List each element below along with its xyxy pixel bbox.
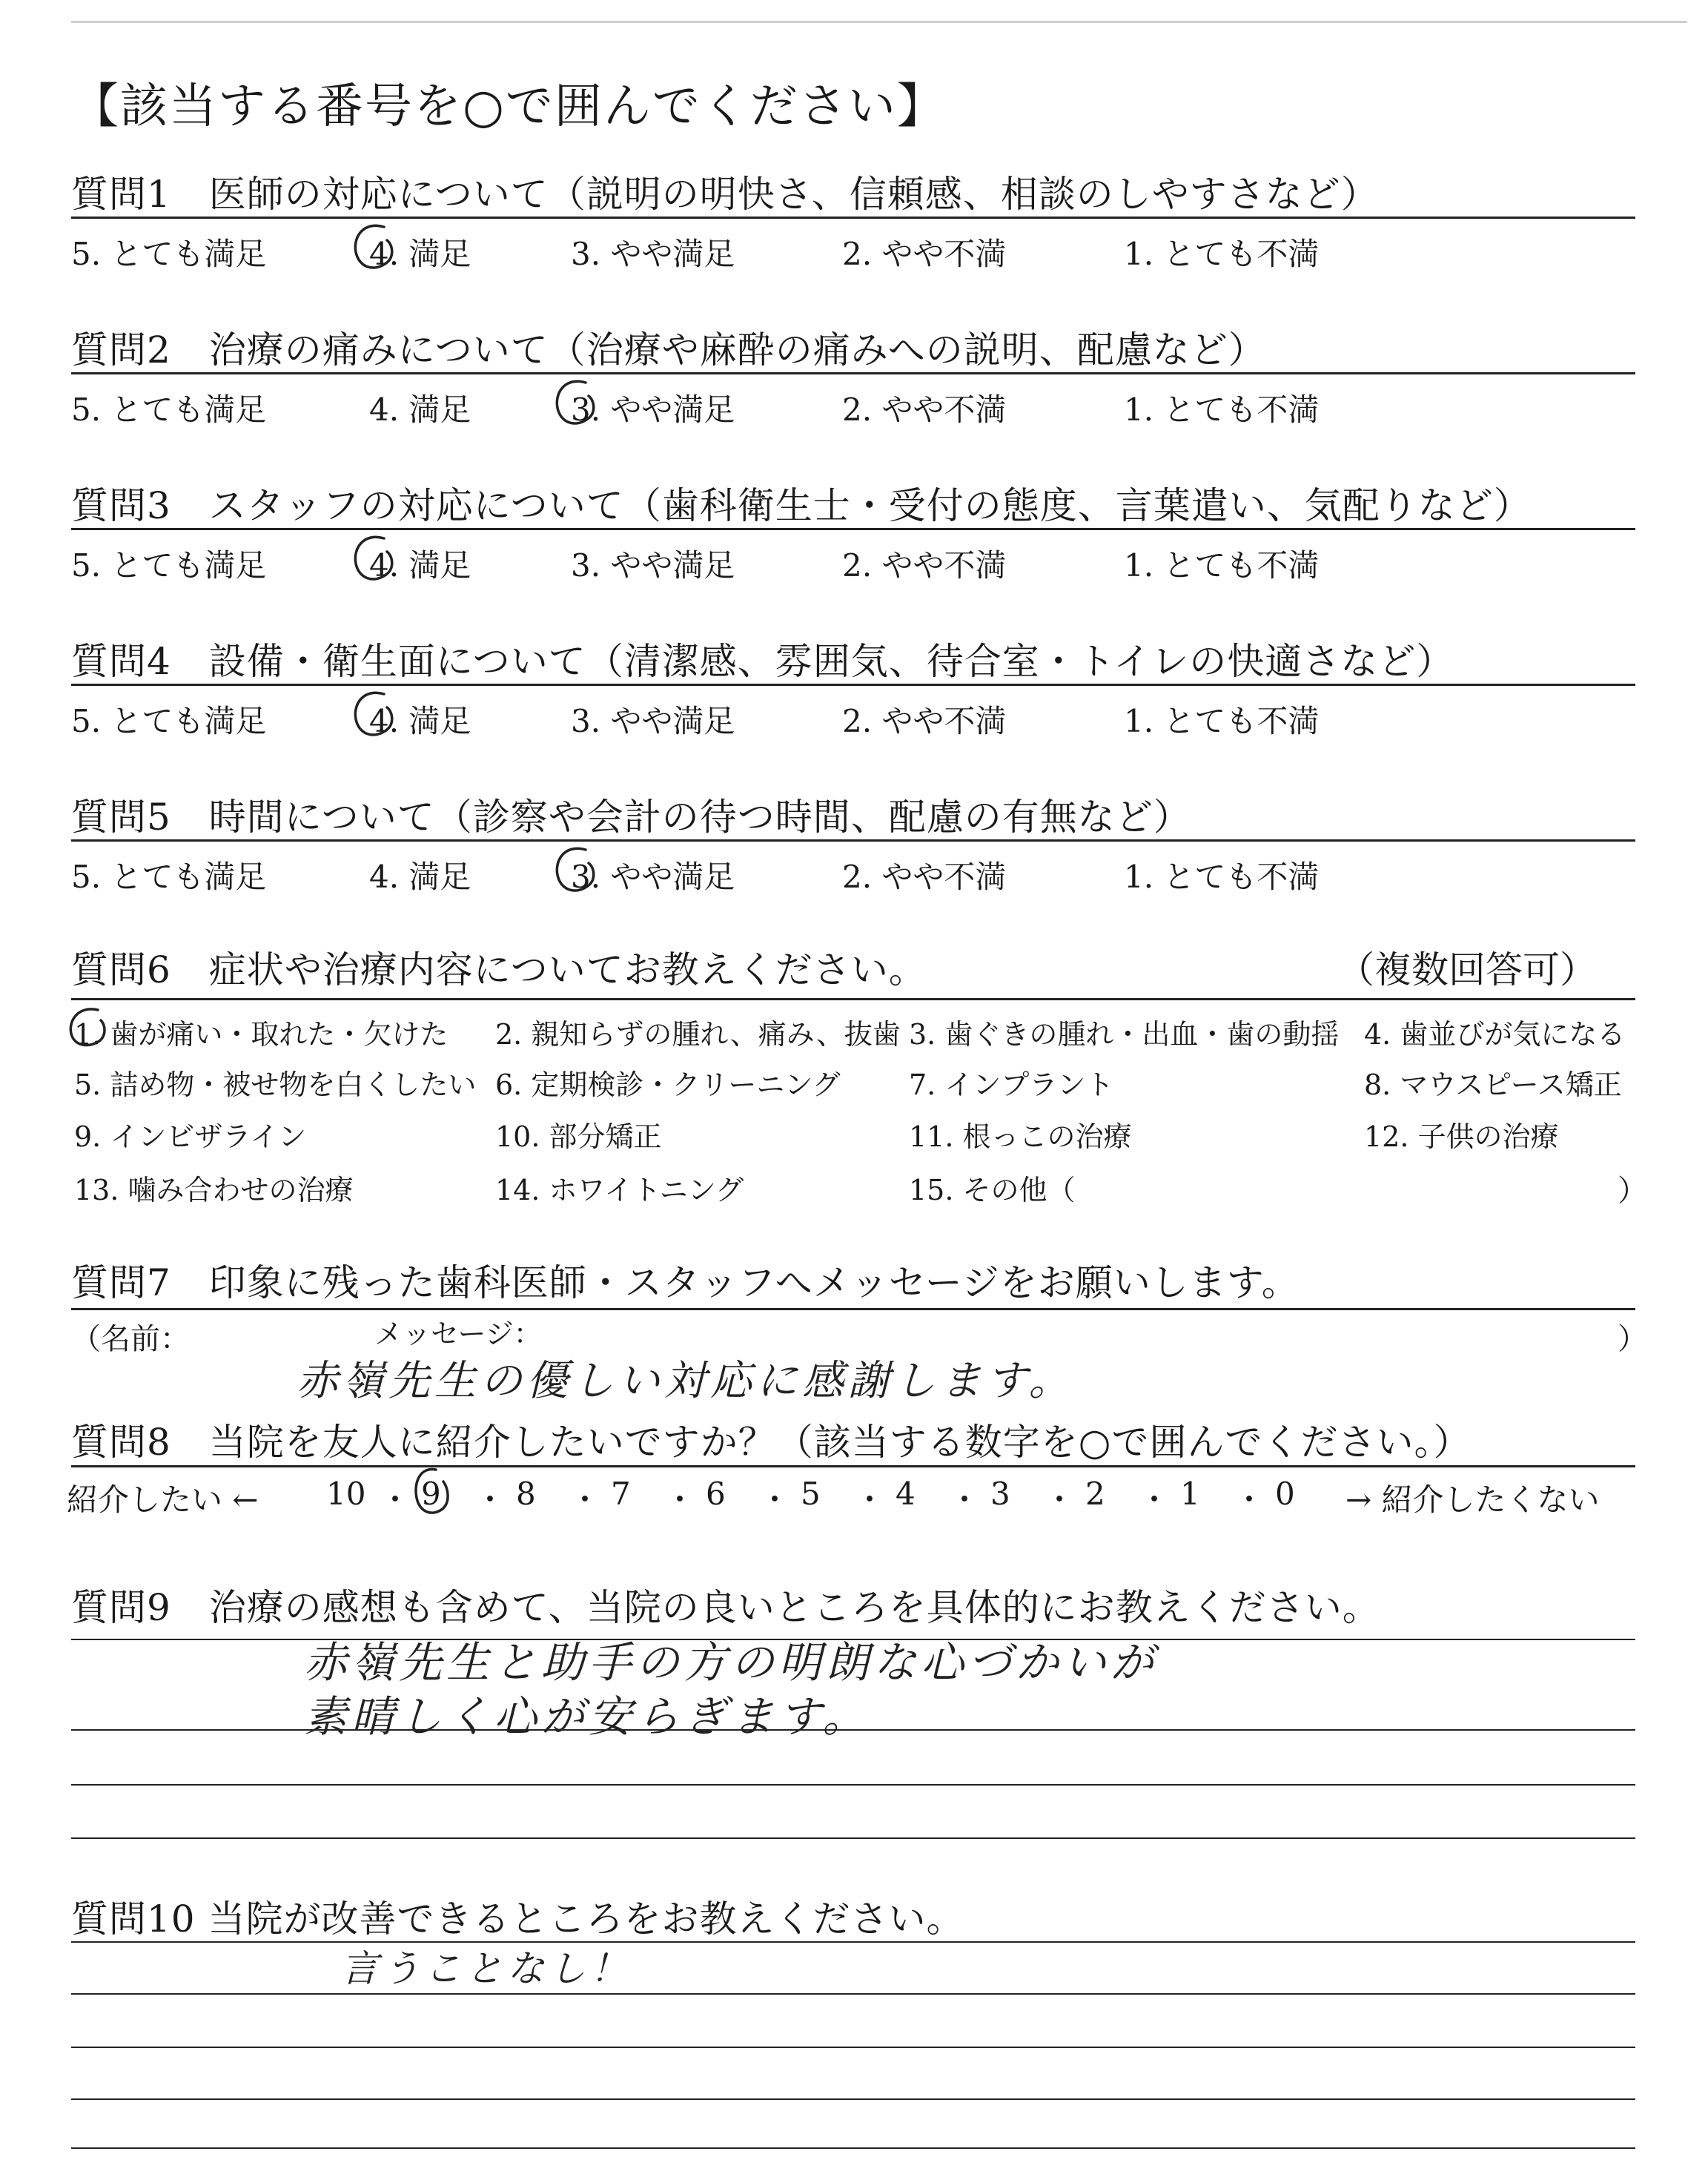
q3-option[interactable]: 5. とても満足 (71, 547, 267, 584)
q1-option[interactable]: 4. 満足 (369, 236, 471, 272)
q7-rule (71, 1308, 1635, 1310)
q5-option[interactable]: 4. 満足 (369, 859, 471, 895)
q6-other-close: ） (1618, 1174, 1647, 1208)
q6-option[interactable]: 5. 詰め物・被せ物を白くしたい (74, 1069, 477, 1101)
q5-heading: 質問5 時間について（診察や会計の待つ時間、配慮の有無など） (71, 796, 1191, 839)
form-title: 【該当する番号を○で囲んでください】 (71, 79, 946, 134)
q4-option[interactable]: 5. とても満足 (71, 703, 267, 739)
q8-scale-value[interactable]: 9 (421, 1476, 441, 1512)
q6-heading: 質問6 症状や治療内容についてお教えください。 (71, 948, 927, 991)
q8-scale-separator: ・ (759, 1482, 791, 1518)
q8-scale-value[interactable]: 8 (516, 1476, 536, 1512)
q8-scale-separator: ・ (949, 1482, 981, 1518)
q7-name-close: ） (1618, 1322, 1647, 1356)
q2-option[interactable]: 3. やや満足 (571, 392, 735, 428)
q7-name-label: （名前： (71, 1322, 190, 1356)
q8-scale-separator: ・ (1044, 1482, 1076, 1518)
q6-option[interactable]: 4. 歯並びが気になる (1364, 1018, 1626, 1051)
q6-rule (71, 998, 1635, 1000)
q9-handwritten-line-2: 素晴しく心が安らぎます。 (304, 1691, 870, 1742)
q6-option[interactable]: 12. 子供の治療 (1364, 1120, 1559, 1153)
q6-option[interactable]: 7. インプラント (909, 1069, 1114, 1101)
q6-option[interactable]: 2. 親知らずの腫れ、痛み、抜歯 (495, 1018, 901, 1051)
q2-option[interactable]: 2. やや不満 (842, 392, 1007, 428)
q8-scale-value[interactable]: 4 (896, 1476, 916, 1512)
q3-heading: 質問3 スタッフの対応について（歯科衛生士・受付の態度、言葉遣い、気配りなど） (71, 484, 1532, 527)
q8-scale-value[interactable]: 3 (990, 1476, 1010, 1512)
q8-scale-value[interactable]: 0 (1275, 1476, 1295, 1512)
q2-rule (71, 372, 1635, 374)
q5-option[interactable]: 5. とても満足 (71, 859, 267, 895)
q6-option[interactable]: 10. 部分矯正 (495, 1120, 662, 1153)
q10-line-5 (71, 2147, 1635, 2149)
q8-scale-separator: ・ (474, 1482, 506, 1518)
q1-heading: 質問1 医師の対応について（説明の明快さ、信頼感、相談のしやすさなど） (71, 173, 1379, 216)
q10-line-4 (71, 2098, 1635, 2100)
q2-heading: 質問2 治療の痛みについて（治療や麻酔の痛みへの説明、配慮など） (71, 328, 1266, 371)
q8-scale-value[interactable]: 10 (326, 1476, 366, 1512)
q10-line-3 (71, 2047, 1635, 2048)
q4-option[interactable]: 2. やや不満 (842, 703, 1007, 739)
q1-option[interactable]: 2. やや不満 (842, 236, 1007, 272)
q6-option[interactable]: 3. 歯ぐきの腫れ・出血・歯の動揺 (909, 1018, 1340, 1051)
q7-heading: 質問7 印象に残った歯科医師・スタッフへメッセージをお願いします。 (71, 1261, 1300, 1304)
q6-multi-note: （複数回答可） (1337, 948, 1597, 991)
q5-option[interactable]: 2. やや不満 (842, 859, 1007, 895)
q6-option[interactable]: 14. ホワイトニング (495, 1174, 744, 1206)
q10-heading: 質問10 当院が改善できるところをお教えください。 (71, 1898, 964, 1941)
q6-option[interactable]: 15. その他（ (909, 1174, 1076, 1206)
q8-scale-separator: ・ (854, 1482, 886, 1518)
q4-rule (71, 684, 1635, 686)
q1-option[interactable]: 5. とても満足 (71, 236, 267, 272)
q6-option[interactable]: 8. マウスピース矯正 (1364, 1069, 1622, 1101)
q6-option[interactable]: 6. 定期検診・クリーニング (495, 1069, 841, 1101)
q5-option[interactable]: 1. とても不満 (1124, 859, 1320, 895)
q1-rule (71, 217, 1635, 219)
q2-option[interactable]: 1. とても不満 (1124, 392, 1320, 428)
q9-handwritten-line-1: 赤嶺先生と助手の方の明朗な心づかいが (304, 1637, 1159, 1688)
q8-scale-value[interactable]: 5 (801, 1476, 821, 1512)
q1-option[interactable]: 3. やや満足 (571, 236, 735, 272)
q1-option[interactable]: 1. とても不満 (1124, 236, 1320, 272)
q4-option[interactable]: 4. 満足 (369, 703, 471, 739)
q8-scale-separator: ・ (1234, 1482, 1265, 1518)
q3-option[interactable]: 1. とても不満 (1124, 547, 1320, 584)
q9-line-4 (71, 1837, 1635, 1839)
q9-heading: 質問9 治療の感想も含めて、当院の良いところを具体的にお教えください。 (71, 1586, 1380, 1629)
q8-right-label: → 紹介したくない (1345, 1482, 1600, 1518)
q10-line-1 (71, 1941, 1635, 1943)
q8-left-label: 紹介したい ← (67, 1482, 259, 1518)
q9-line-3 (71, 1784, 1635, 1786)
top-border (71, 21, 1687, 23)
q5-rule (71, 839, 1635, 842)
q10-line-2 (71, 1993, 1635, 1995)
q8-scale-separator: ・ (1139, 1482, 1171, 1518)
q3-option[interactable]: 4. 満足 (369, 547, 471, 584)
q8-scale-separator: ・ (569, 1482, 601, 1518)
q4-heading: 質問4 設備・衛生面について（清潔感、雰囲気、待合室・トイレの快適さなど） (71, 640, 1454, 683)
q8-scale-value[interactable]: 1 (1180, 1476, 1200, 1512)
q4-option[interactable]: 3. やや満足 (571, 703, 735, 739)
q8-scale-value[interactable]: 7 (611, 1476, 631, 1512)
q6-option[interactable]: 13. 噛み合わせの治療 (74, 1174, 354, 1206)
q3-rule (71, 528, 1635, 530)
q2-option[interactable]: 5. とても満足 (71, 392, 267, 428)
q6-option[interactable]: 9. インビザライン (74, 1120, 307, 1153)
q7-message-label: メッセージ： (374, 1318, 542, 1350)
q2-option[interactable]: 4. 満足 (369, 392, 471, 428)
q10-handwritten-line-1: 言うことなし！ (341, 1947, 632, 1990)
q6-option[interactable]: 11. 根っこの治療 (909, 1120, 1132, 1153)
q5-option[interactable]: 3. やや満足 (571, 859, 735, 895)
q8-scale-separator: ・ (664, 1482, 696, 1518)
q7-handwritten-message: 赤嶺先生の優しい対応に感謝します。 (297, 1357, 1075, 1405)
q8-scale-value[interactable]: 6 (706, 1476, 726, 1512)
q8-rule (71, 1465, 1635, 1467)
q8-heading: 質問8 当院を友人に紹介したいですか？（該当する数字を○で囲んでください。） (71, 1421, 1472, 1464)
q6-option[interactable]: 1. 歯が痛い・取れた・欠けた (74, 1018, 448, 1051)
q8-scale-value[interactable]: 2 (1085, 1476, 1105, 1512)
q4-option[interactable]: 1. とても不満 (1124, 703, 1320, 739)
q8-scale-separator: ・ (380, 1482, 411, 1518)
q3-option[interactable]: 2. やや不満 (842, 547, 1007, 584)
q3-option[interactable]: 3. やや満足 (571, 547, 735, 584)
